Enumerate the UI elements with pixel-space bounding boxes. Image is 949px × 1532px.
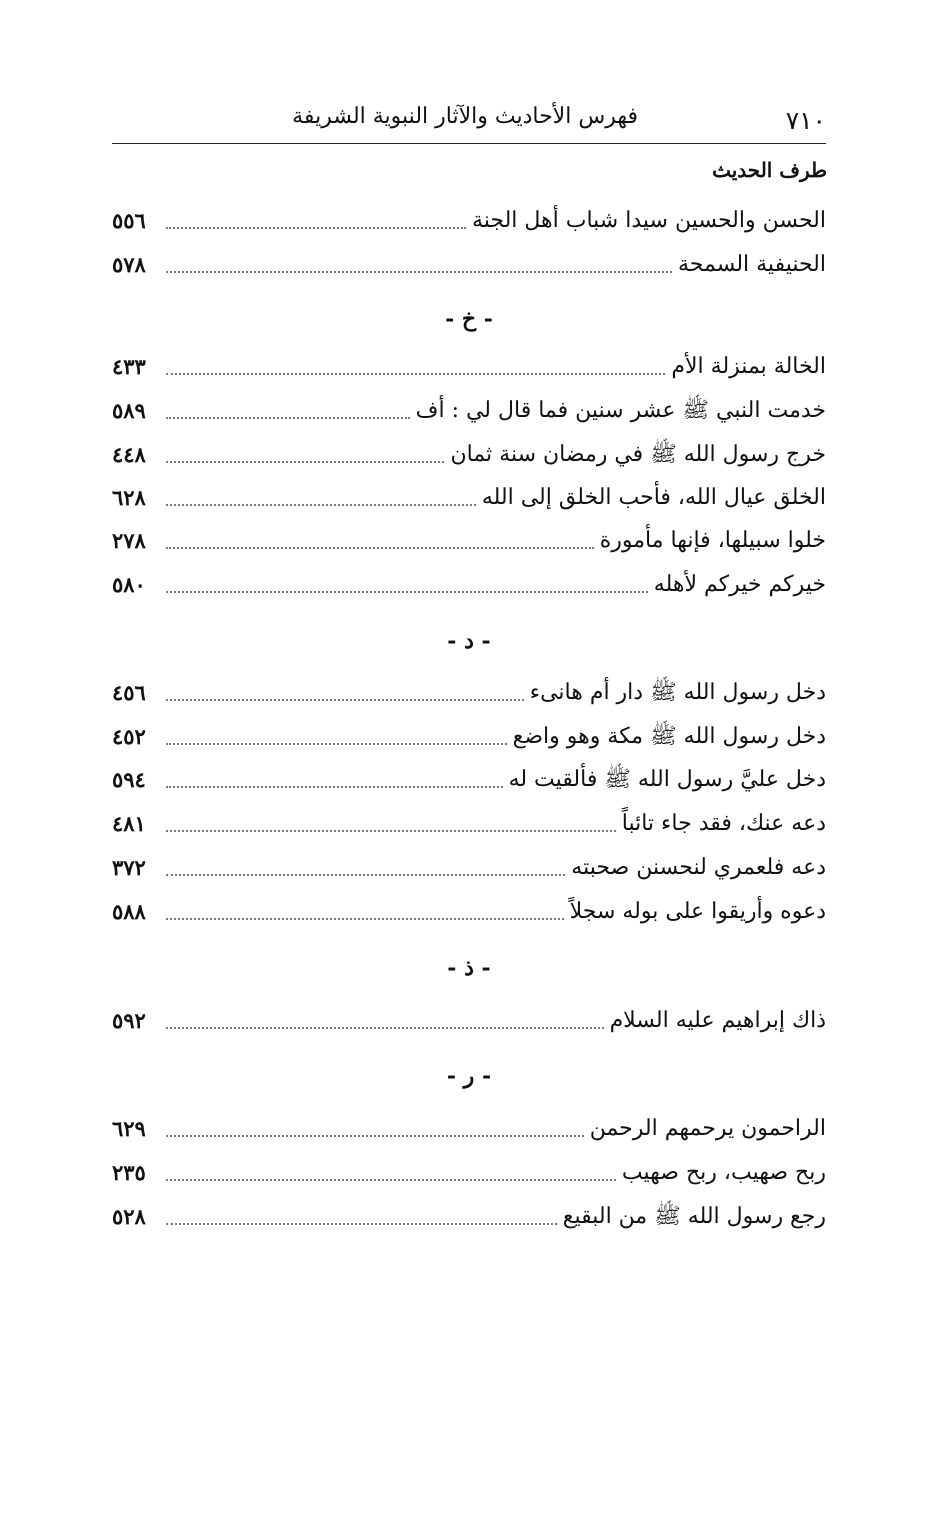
entry-text: الحنيفية السمحة (677, 252, 826, 277)
index-entry (112, 560, 826, 600)
dot-leader (166, 699, 524, 701)
entry-page: ٥٨٠ (112, 572, 146, 597)
index-entry (112, 712, 826, 752)
entry-text: ذاك إبراهيم عليه السلام (609, 1008, 826, 1033)
dot-leader (166, 227, 466, 229)
index-entry (112, 342, 826, 382)
dot-leader (166, 1223, 557, 1225)
entry-text: دعه فلعمري لنحسنن صحبته (571, 855, 826, 880)
index-entry (112, 1104, 826, 1144)
index-entry (112, 516, 826, 556)
entry-text: خيركم خيركم لأهله (653, 572, 826, 597)
entry-text: خدمت النبي ﷺ عشر سنين فما قال لي : أف (415, 398, 826, 423)
section-heading-dhal: - ذ - (447, 955, 491, 981)
index-entry (112, 196, 826, 236)
dot-leader (166, 1179, 616, 1181)
entry-text: الخلق عيال الله، فأحب الخلق إلى الله (481, 485, 826, 510)
index-entry (112, 473, 826, 513)
entry-text: خلوا سبيلها، فإنها مأمورة (599, 528, 826, 553)
dot-leader (166, 547, 594, 549)
entry-text: دخل رسول الله ﷺ دار أم هانىء (529, 680, 826, 705)
index-entry (112, 755, 826, 795)
dot-leader (166, 1135, 584, 1137)
entry-page: ٢٧٨ (112, 528, 146, 553)
entry-page: ٥٨٩ (112, 398, 146, 423)
entry-text: ربح صهيب، ربح صهيب (621, 1160, 826, 1185)
entry-text: الخالة بمنزلة الأم (671, 354, 826, 379)
index-entry (112, 799, 826, 839)
dot-leader (166, 786, 503, 788)
dot-leader (166, 504, 476, 506)
entry-page: ٤٤٨ (112, 442, 146, 467)
entry-page: ٥٧٨ (112, 252, 146, 277)
entry-page: ٥٩٤ (112, 767, 146, 792)
dot-leader (166, 918, 564, 920)
dot-leader (166, 830, 616, 832)
dot-leader (166, 373, 665, 375)
index-entry (112, 1192, 826, 1232)
entry-text: الحسن والحسين سيدا شباب أهل الجنة (471, 208, 826, 233)
entry-page: ٤٨١ (112, 811, 146, 836)
index-entry (112, 240, 826, 280)
entry-text: دعه عنك، فقد جاء تائباً (621, 811, 826, 836)
entry-page: ٤٥٢ (112, 724, 146, 749)
index-entry (112, 430, 826, 470)
dot-leader (166, 417, 410, 419)
dot-leader (166, 874, 565, 876)
dot-leader (166, 461, 444, 463)
index-entry (112, 996, 826, 1036)
column-header-hadith: طرف الحديث (712, 158, 827, 182)
entry-page: ٤٥٦ (112, 680, 146, 705)
entry-page: ٣٧٢ (112, 855, 146, 880)
dot-leader (166, 1027, 604, 1029)
entry-text: الراحمون يرحمهم الرحمن (589, 1116, 826, 1141)
index-entry (112, 668, 826, 708)
entry-page: ٥٩٢ (112, 1008, 146, 1033)
dot-leader (166, 591, 648, 593)
entry-text: دخل عليَّ رسول الله ﷺ فألقيت له (508, 767, 826, 792)
entry-page: ٤٣٣ (112, 354, 146, 379)
entry-text: رجع رسول الله ﷺ من البقيع (562, 1204, 826, 1229)
entry-text: دعوه وأريقوا على بوله سجلاً (569, 899, 826, 924)
entry-page: ٢٣٥ (112, 1160, 146, 1185)
dot-leader (166, 271, 672, 273)
index-entry (112, 1148, 826, 1188)
header-divider (112, 143, 826, 144)
entry-page: ٥٢٨ (112, 1204, 146, 1229)
section-heading-dal: - د - (447, 628, 491, 654)
dot-leader (166, 743, 507, 745)
section-heading-ra: - ر - (446, 1063, 492, 1089)
entry-text: دخل رسول الله ﷺ مكة وهو واضع (512, 724, 826, 749)
entry-text: خرج رسول الله ﷺ في رمضان سنة ثمان (450, 442, 826, 467)
page-title: فهرس الأحاديث والآثار النبوية الشريفة (292, 104, 638, 129)
running-header (112, 100, 826, 140)
entry-page: ٥٨٨ (112, 899, 146, 924)
index-entry (112, 843, 826, 883)
entry-page: ٥٥٦ (112, 208, 146, 233)
entry-page: ٦٢٨ (112, 485, 146, 510)
index-entry (112, 887, 826, 927)
index-entry (112, 386, 826, 426)
page-number: ٧١٠ (785, 106, 826, 135)
entry-page: ٦٢٩ (112, 1116, 146, 1141)
section-heading-kha: - خ - (445, 306, 493, 332)
